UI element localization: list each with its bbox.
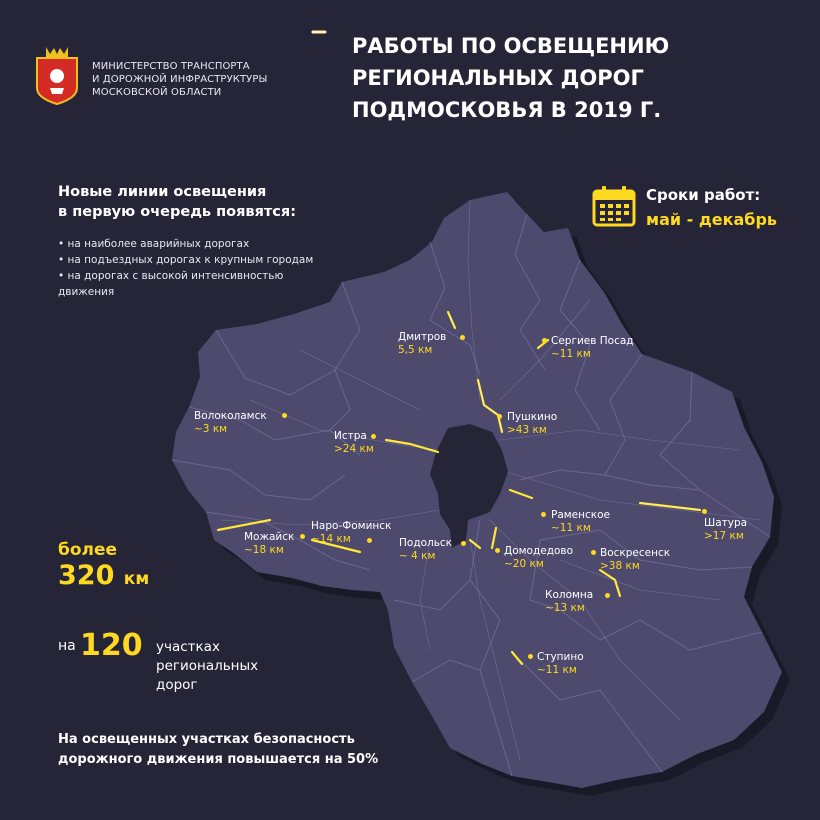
page-title bbox=[352, 30, 669, 126]
intro-heading-line: в первую очередь появятся: bbox=[58, 204, 297, 220]
city-km: ~11 км bbox=[537, 664, 577, 676]
city-domodedovo bbox=[504, 545, 573, 571]
city-dot bbox=[541, 512, 546, 517]
title-line: РАБОТЫ ПО ОСВЕЩЕНИЮ bbox=[352, 34, 670, 58]
city-km: ~ 4 км bbox=[399, 550, 436, 562]
city-name: Раменское bbox=[551, 509, 611, 521]
city-istra bbox=[334, 430, 374, 456]
city-kolomna bbox=[545, 589, 593, 615]
street-light-divider bbox=[305, 24, 335, 132]
city-dot bbox=[460, 335, 465, 340]
total-value bbox=[58, 560, 149, 591]
city-name: Ступино bbox=[537, 651, 584, 663]
city-dot bbox=[528, 654, 533, 659]
schedule-value: май - декабрь bbox=[646, 210, 778, 229]
sections-prefix: на bbox=[58, 638, 76, 654]
city-km: ~3 км bbox=[194, 423, 228, 435]
ministry-line: МИНИСТЕРСТВО ТРАНСПОРТА bbox=[92, 61, 250, 72]
city-voskresensk bbox=[600, 547, 670, 573]
city-km: ~13 км bbox=[545, 602, 585, 614]
city-sergiev-posad bbox=[551, 335, 634, 361]
city-km: ~20 км bbox=[504, 558, 544, 570]
ministry-name bbox=[92, 60, 267, 99]
sections-line: региональных bbox=[156, 658, 259, 674]
city-km: ~11 км bbox=[551, 522, 591, 534]
safety-note bbox=[58, 730, 378, 770]
intro-bullets bbox=[58, 236, 313, 300]
intro-heading-line: Новые линии освещения bbox=[58, 184, 267, 200]
city-volokolamsk bbox=[194, 410, 267, 436]
city-dot bbox=[461, 541, 466, 546]
city-stupino bbox=[537, 651, 584, 677]
intro-heading bbox=[58, 182, 296, 222]
city-dot bbox=[282, 413, 287, 418]
city-km: ~14 км bbox=[311, 533, 351, 545]
city-km: ~11 км bbox=[551, 348, 591, 360]
city-km: 5,5 км bbox=[398, 344, 433, 356]
city-name: Дмитров bbox=[398, 331, 447, 343]
city-dmitrov bbox=[398, 331, 446, 357]
city-name: Пушкино bbox=[507, 411, 558, 423]
total-unit: км bbox=[123, 569, 150, 589]
city-dot bbox=[300, 534, 305, 539]
schedule-label: Сроки работ: bbox=[646, 186, 761, 204]
city-dot bbox=[591, 550, 596, 555]
title-line: РЕГИОНАЛЬНЫХ ДОРОГ bbox=[352, 66, 644, 90]
city-ramenskoye bbox=[551, 509, 610, 535]
ministry-line: И ДОРОЖНОЙ ИНФРАСТРУКТУРЫ bbox=[92, 74, 268, 85]
city-dot bbox=[542, 338, 547, 343]
coat-of-arms-logo bbox=[34, 44, 80, 106]
bullet-item: движения bbox=[58, 286, 115, 298]
bullet-item: • на наиболее аварийных дорогах bbox=[58, 238, 250, 250]
calendar-icon bbox=[592, 185, 636, 227]
city-name: Коломна bbox=[545, 589, 594, 601]
city-name: Волоколамск bbox=[194, 410, 267, 422]
sections-text bbox=[156, 638, 258, 695]
city-pushkino bbox=[507, 411, 557, 437]
city-shatura bbox=[704, 517, 747, 543]
sections-number: 120 bbox=[80, 628, 143, 663]
city-podolsk bbox=[399, 537, 452, 563]
bullet-item: • на подъездных дорогах к крупным городам bbox=[58, 254, 314, 266]
city-mozhaisk bbox=[244, 531, 294, 557]
ministry-line: МОСКОВСКОЙ ОБЛАСТИ bbox=[92, 87, 222, 98]
city-name: Шатура bbox=[704, 517, 748, 529]
city-name: Можайск bbox=[244, 531, 295, 543]
sections-line: дорог bbox=[156, 677, 198, 693]
safety-line: дорожного движения повышается на 50% bbox=[58, 752, 379, 767]
total-number: 320 bbox=[58, 560, 115, 591]
city-dot bbox=[497, 414, 502, 419]
city-dot bbox=[702, 509, 707, 514]
city-name: Подольск bbox=[399, 537, 453, 549]
city-name: Домодедово bbox=[504, 545, 573, 557]
city-km: >38 км bbox=[600, 560, 640, 572]
bullet-item: • на дорогах с высокой интенсивностью bbox=[58, 270, 284, 282]
city-name: Воскресенск bbox=[600, 547, 671, 559]
city-km: >24 км bbox=[334, 443, 374, 455]
city-km: >17 км bbox=[704, 530, 744, 542]
city-name: Наро-Фоминск bbox=[311, 520, 392, 532]
city-dot bbox=[605, 593, 610, 598]
city-km: ~18 км bbox=[244, 544, 284, 556]
city-naro-fominsk bbox=[311, 520, 391, 546]
city-name: Сергиев Посад bbox=[551, 335, 634, 347]
city-name: Истра bbox=[334, 430, 367, 442]
city-dot bbox=[495, 548, 500, 553]
city-km: >43 км bbox=[507, 424, 547, 436]
sections-line: участках bbox=[156, 639, 220, 655]
title-line: ПОДМОСКОВЬЯ В 2019 Г. bbox=[352, 98, 662, 122]
safety-line: На освещенных участках безопасность bbox=[58, 732, 355, 747]
total-prefix: более bbox=[58, 540, 118, 560]
